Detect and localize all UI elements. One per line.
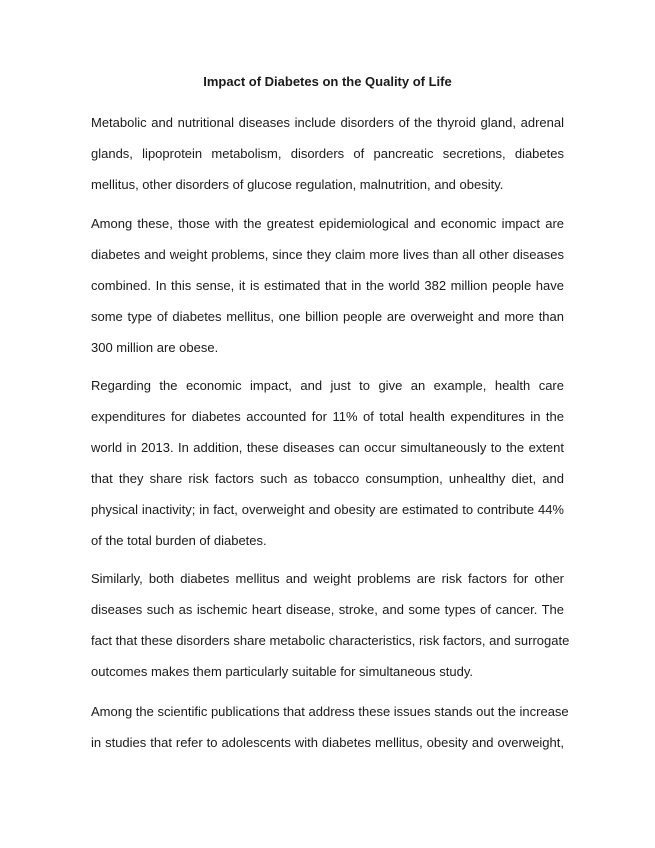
paragraph-line: glands, lipoprotein metabolism, disorders of pancreatic secretions, diabetes bbox=[91, 146, 564, 161]
paragraph-line: Metabolic and nutritional diseases include disorders of the thyroid gland, adrenal bbox=[91, 115, 564, 130]
paragraph-line: Similarly, both diabetes mellitus and weight problems are risk factors for other bbox=[91, 571, 564, 586]
paragraph-line: diabetes and weight problems, since they claim more lives than all other diseases bbox=[91, 247, 564, 262]
paragraph-line: diseases such as ischemic heart disease, stroke, and some types of cancer. The bbox=[91, 602, 564, 617]
paragraph-line: world in 2013. In addition, these diseases can occur simultaneously to the extent bbox=[91, 440, 564, 455]
paragraph-line: 300 million are obese. bbox=[91, 340, 219, 355]
document-title: Impact of Diabetes on the Quality of Life bbox=[203, 74, 452, 89]
paragraph-line: outcomes makes them particularly suitable for simultaneous study. bbox=[91, 664, 473, 679]
paragraph-line: of the total burden of diabetes. bbox=[91, 533, 267, 548]
paragraph-line: Among the scientific publications that address these issues stands out the increase bbox=[91, 704, 569, 719]
paragraph-line: that they share risk factors such as tobacco consumption, unhealthy diet, and bbox=[91, 471, 564, 486]
paragraph-line: Regarding the economic impact, and just to give an example, health care bbox=[91, 378, 564, 393]
paragraph-line: in studies that refer to adolescents with diabetes mellitus, obesity and overweight, bbox=[91, 735, 564, 750]
paragraph-line: some type of diabetes mellitus, one billion people are overweight and more than bbox=[91, 309, 564, 324]
paragraph-line: expenditures for diabetes accounted for 11% of total health expenditures in the bbox=[91, 409, 564, 424]
paragraph-line: Among these, those with the greatest epidemiological and economic impact are bbox=[91, 216, 564, 231]
paragraph-line: combined. In this sense, it is estimated that in the world 382 million people have bbox=[91, 278, 564, 293]
paragraph-line: physical inactivity; in fact, overweight and obesity are estimated to contribute 44% bbox=[91, 502, 564, 517]
paragraph-line: fact that these disorders share metabolic characteristics, risk factors, and surrogate bbox=[91, 633, 570, 648]
paragraph-line: mellitus, other disorders of glucose regulation, malnutrition, and obesity. bbox=[91, 177, 504, 192]
